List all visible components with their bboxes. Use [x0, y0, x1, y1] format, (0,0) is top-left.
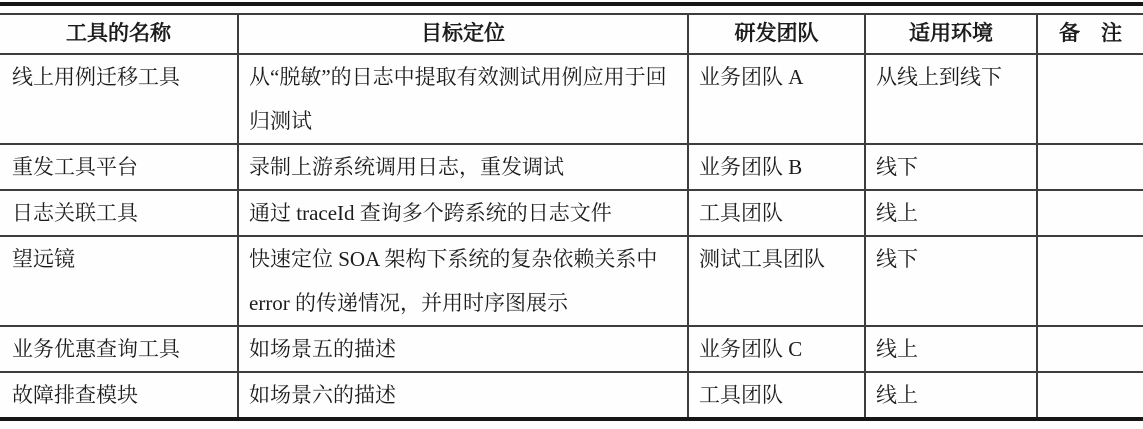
- table-row: [0, 326, 1143, 372]
- cell-note: [1037, 190, 1143, 236]
- column-header-goal: 目标定位: [238, 14, 688, 54]
- column-header-env: 适用环境: [865, 14, 1037, 54]
- cell-env: 线上: [865, 190, 1037, 236]
- cell-goal: 从“脱敏”的日志中提取有效测试用例应用于回归测试: [238, 54, 688, 144]
- cell-team: 工具团队: [688, 190, 865, 236]
- cell-tool-name: 望远镜: [0, 236, 238, 326]
- cell-env: 线上: [865, 326, 1037, 372]
- cell-tool-name: 日志关联工具: [0, 190, 238, 236]
- cell-note: [1037, 236, 1143, 326]
- cell-team: 工具团队: [688, 372, 865, 419]
- cell-team: 测试工具团队: [688, 236, 865, 326]
- cell-team: 业务团队 C: [688, 326, 865, 372]
- table-row: [0, 54, 1143, 144]
- tools-table-container: [0, 2, 1143, 421]
- column-header-note: 备 注: [1037, 14, 1143, 54]
- header-row: [0, 14, 1143, 54]
- table-row: [0, 190, 1143, 236]
- cell-goal: 如场景六的描述: [238, 372, 688, 419]
- cell-goal: 通过 traceId 查询多个跨系统的日志文件: [238, 190, 688, 236]
- cell-goal: 如场景五的描述: [238, 326, 688, 372]
- cell-team: 业务团队 B: [688, 144, 865, 190]
- cell-env: 线下: [865, 236, 1037, 326]
- cell-note: [1037, 144, 1143, 190]
- cell-goal: 录制上游系统调用日志，重发调试: [238, 144, 688, 190]
- cell-env: 线下: [865, 144, 1037, 190]
- cell-tool-name: 故障排查模块: [0, 372, 238, 419]
- cell-env: 从线上到线下: [865, 54, 1037, 144]
- tools-table: [0, 13, 1143, 421]
- cell-env: 线上: [865, 372, 1037, 419]
- cell-team: 业务团队 A: [688, 54, 865, 144]
- cell-note: [1037, 54, 1143, 144]
- column-header-team: 研发团队: [688, 14, 865, 54]
- cell-tool-name: 线上用例迁移工具: [0, 54, 238, 144]
- cell-note: [1037, 372, 1143, 419]
- cell-tool-name: 重发工具平台: [0, 144, 238, 190]
- table-row: [0, 372, 1143, 419]
- cell-tool-name: 业务优惠查询工具: [0, 326, 238, 372]
- table-row: [0, 144, 1143, 190]
- column-header-tool-name: 工具的名称: [0, 14, 238, 54]
- cell-note: [1037, 326, 1143, 372]
- cell-goal: 快速定位 SOA 架构下系统的复杂依赖关系中 error 的传递情况，并用时序图展示: [238, 236, 688, 326]
- table-row: [0, 236, 1143, 326]
